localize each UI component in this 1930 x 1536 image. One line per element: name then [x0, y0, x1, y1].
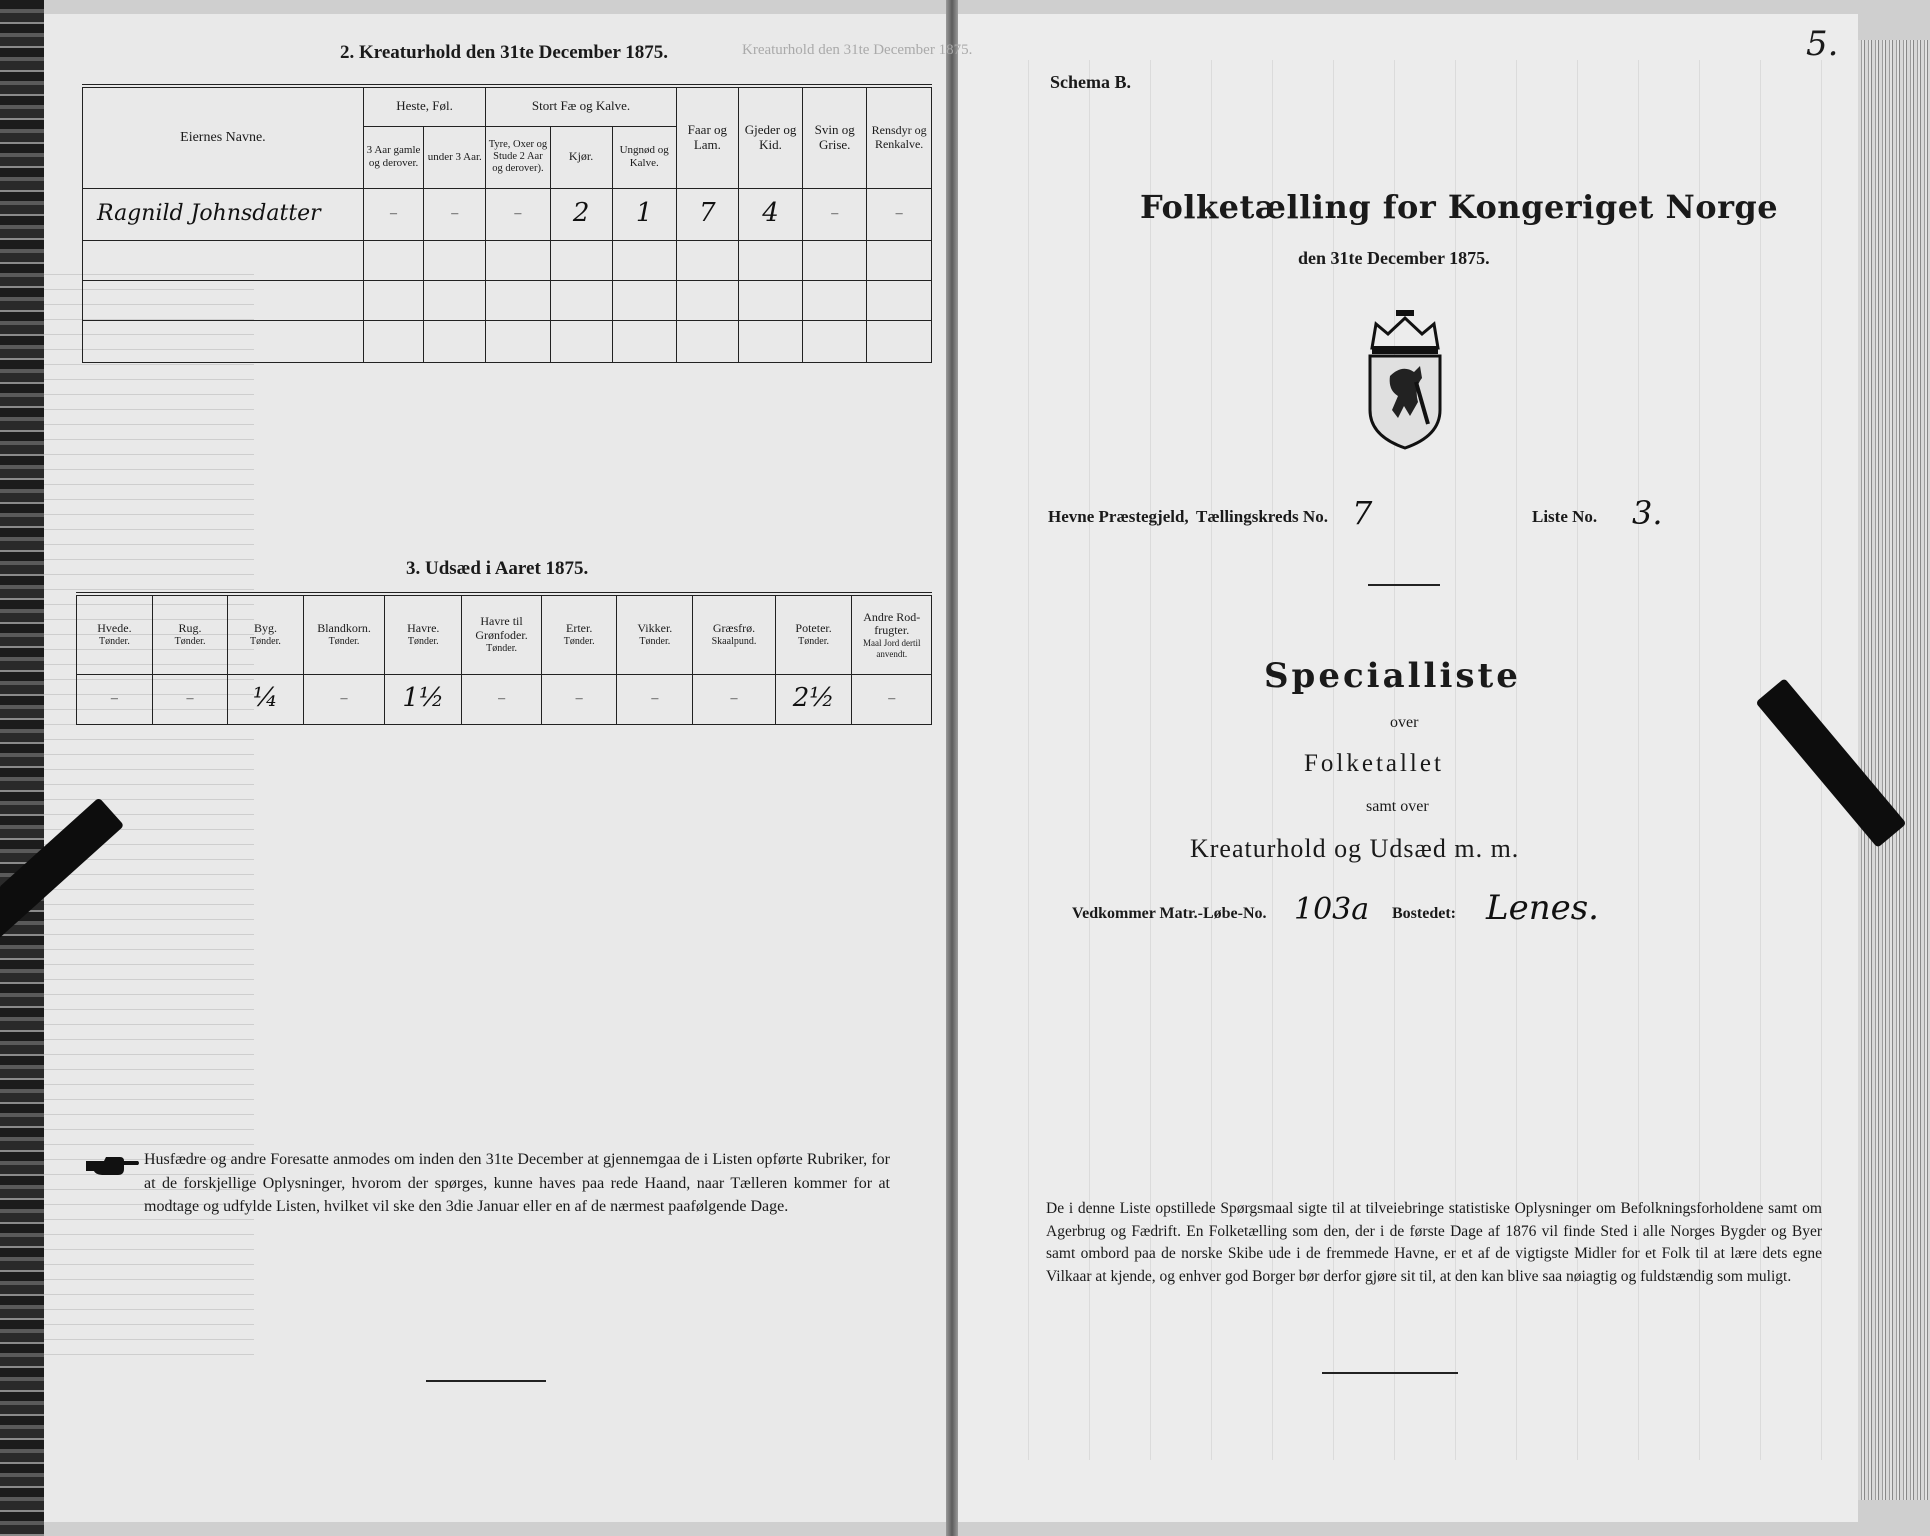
- col-bulls: Tyre, Oxer og Stude 2 Aar og derover).: [486, 126, 550, 188]
- left-page-end-rule: [426, 1380, 546, 1382]
- col-cows: Kjør.: [550, 126, 612, 188]
- pointing-hand-icon: [84, 1153, 140, 1179]
- livestock-table: [82, 84, 932, 363]
- cell-goats: 4: [738, 188, 802, 240]
- page-number: 5.: [1806, 24, 1839, 64]
- seed-val-5: –: [462, 674, 542, 724]
- ghost-header: Kreaturhold den 31te December 1875.: [742, 42, 973, 58]
- cell-cows: 2: [550, 188, 612, 240]
- matr-label: Vedkommer Matr.-Løbe-No.: [1072, 905, 1267, 922]
- closing-rule: [1322, 1372, 1458, 1374]
- seed-unit-4: Tønder.: [407, 635, 439, 647]
- seed-unit-3: Tønder.: [328, 635, 360, 647]
- seed-col-7: Vikker.: [637, 621, 673, 636]
- schema-label: Schema B.: [1050, 72, 1131, 92]
- seed-val-9: 2½: [775, 674, 852, 724]
- seed-col-2: Byg.: [253, 621, 277, 636]
- book-edge-left: [0, 0, 44, 1536]
- seed-unit-8: Skaalpund.: [711, 635, 757, 647]
- seed-col-1: Rug.: [178, 621, 202, 636]
- seed-unit-6: Tønder.: [563, 635, 595, 647]
- col-horses: Heste, Føl.: [363, 86, 485, 126]
- district-number: 7: [1352, 494, 1373, 532]
- col-horses-3yr: 3 Aar gamle og derover.: [363, 126, 423, 188]
- table-row: [77, 674, 932, 724]
- seed-unit-5: Tønder.: [486, 642, 517, 654]
- seed-unit-1: Tønder.: [174, 635, 206, 647]
- cell-horses-under3: –: [424, 188, 486, 240]
- seed-col-10: Andre Rod-frugter.: [863, 609, 921, 638]
- col-goats: Gjeder og Kid.: [738, 86, 802, 188]
- bosted-value: Lenes.: [1486, 888, 1599, 928]
- col-cattle: Stort Fæ og Kalve.: [486, 86, 677, 126]
- list-label: Liste No.: [1532, 507, 1598, 526]
- seed-unit-0: Tønder.: [99, 635, 130, 647]
- district-label: Tællingskreds No.: [1196, 507, 1328, 526]
- page-title: Folketælling for Kongeriget Norge: [1140, 188, 1779, 226]
- cell-pigs: –: [803, 188, 867, 240]
- col-owner-name: Eiernes Navne.: [83, 86, 364, 188]
- folketallet-heading: Folketallet: [1304, 750, 1444, 777]
- col-young-cattle: Ungnød og Kalve.: [612, 126, 676, 188]
- seed-val-4: 1½: [385, 674, 462, 724]
- col-horses-under3: under 3 Aar.: [424, 126, 486, 188]
- cell-horses-3yr: –: [363, 188, 423, 240]
- table-row-empty: [77, 724, 932, 748]
- owner-name: Ragnild Johnsdatter: [83, 188, 364, 240]
- seed-val-1: –: [152, 674, 227, 724]
- seed-val-10: –: [852, 674, 932, 724]
- seed-header-row: [77, 594, 932, 674]
- table-row-empty: [83, 320, 932, 362]
- seed-unit-9: Tønder.: [798, 635, 829, 647]
- table-row: [83, 188, 932, 240]
- seed-col-5: Havre til Grønfoder.: [475, 614, 528, 642]
- seed-col-0: Hvede.: [97, 621, 132, 636]
- seed-val-3: –: [303, 674, 385, 724]
- seed-col-3: Blandkorn.: [317, 621, 371, 636]
- cell-reindeer: –: [867, 188, 932, 240]
- book-gutter: [946, 0, 958, 1536]
- census-date: den 31te December 1875.: [1298, 248, 1490, 268]
- book-fore-edge: [1858, 40, 1930, 1500]
- seed-unit-7: Tønder.: [639, 635, 671, 647]
- parish-label: Hevne Præstegjeld,: [1048, 507, 1189, 526]
- seed-col-9: Poteter.: [795, 621, 832, 636]
- table-row-empty: [83, 240, 932, 280]
- seed-val-7: –: [617, 674, 693, 724]
- seed-val-8: –: [693, 674, 775, 724]
- seed-val-0: –: [77, 674, 153, 724]
- samt-over-text: samt over: [1366, 798, 1429, 815]
- specialliste-heading: Specialliste: [1264, 656, 1521, 696]
- cell-young-cattle: 1: [612, 188, 676, 240]
- seed-col-6: Erter.: [566, 621, 593, 636]
- notice-text: Husfædre og andre Foresatte anmodes om inden den 31te December at gjennemgaa de i Listen opførte Rubriker, for at de forskjellige Oplysninger, hvorom der spørges, kunne haves paa rede Haand, naar Tælleren kommer for at modtage og udfylde Listen, hvilket vil ske den 3die Januar eller en af de nærmest paafølgende Dage.: [144, 1151, 890, 1215]
- seed-col-4: Havre.: [407, 621, 440, 636]
- seed-val-2: ¼: [228, 674, 303, 724]
- section-2-title: 2. Kreaturhold den 31te December 1875.: [340, 42, 669, 63]
- footer-text: De i denne Liste opstillede Spørgsmaal sigte til at tilveiebringe statistiske Oplysninger om Befolkningsforholdene samt om Agerbrug og Fædrift. En Folketælling som den, der i de første Dage af 1876 vil finde Sted i alle Norges Bygder og Byer samt ombord paa de norske Skibe ude i de fremmede Havne, er et af de vigtigste Midler for et Folk til at lære dets egne Vilkaar at kjende, og enhver god Borger bør derfor gjøre sit til, at den kan blive saa nøiagtig og fuldstændig som muligt.: [1046, 1200, 1822, 1285]
- section-3-title: 3. Udsæd i Aaret 1875.: [406, 558, 589, 579]
- col-sheep: Faar og Lam.: [676, 86, 738, 188]
- kreaturhold-heading: Kreaturhold og Udsæd m. m.: [1190, 834, 1520, 863]
- seed-col-8: Græsfrø.: [712, 621, 756, 636]
- seed-unit-2: Tønder.: [250, 635, 281, 647]
- list-number: 3.: [1632, 494, 1663, 532]
- col-reindeer: Rensdyr og Renkalve.: [867, 86, 932, 188]
- over-text-1: over: [1390, 714, 1419, 731]
- seed-unit-10: Maal Jord dertil anvendt.: [862, 638, 921, 659]
- matr-value: 103a: [1294, 892, 1370, 927]
- seed-table: [76, 592, 932, 748]
- cell-sheep: 7: [676, 188, 738, 240]
- bosted-label: Bostedet:: [1392, 905, 1456, 922]
- cell-bulls: –: [486, 188, 550, 240]
- seed-val-6: –: [541, 674, 616, 724]
- divider-rule: [1368, 584, 1440, 586]
- col-pigs: Svin og Grise.: [803, 86, 867, 188]
- norwegian-coat-of-arms-icon: [1362, 306, 1448, 450]
- table-row-empty: [83, 280, 932, 320]
